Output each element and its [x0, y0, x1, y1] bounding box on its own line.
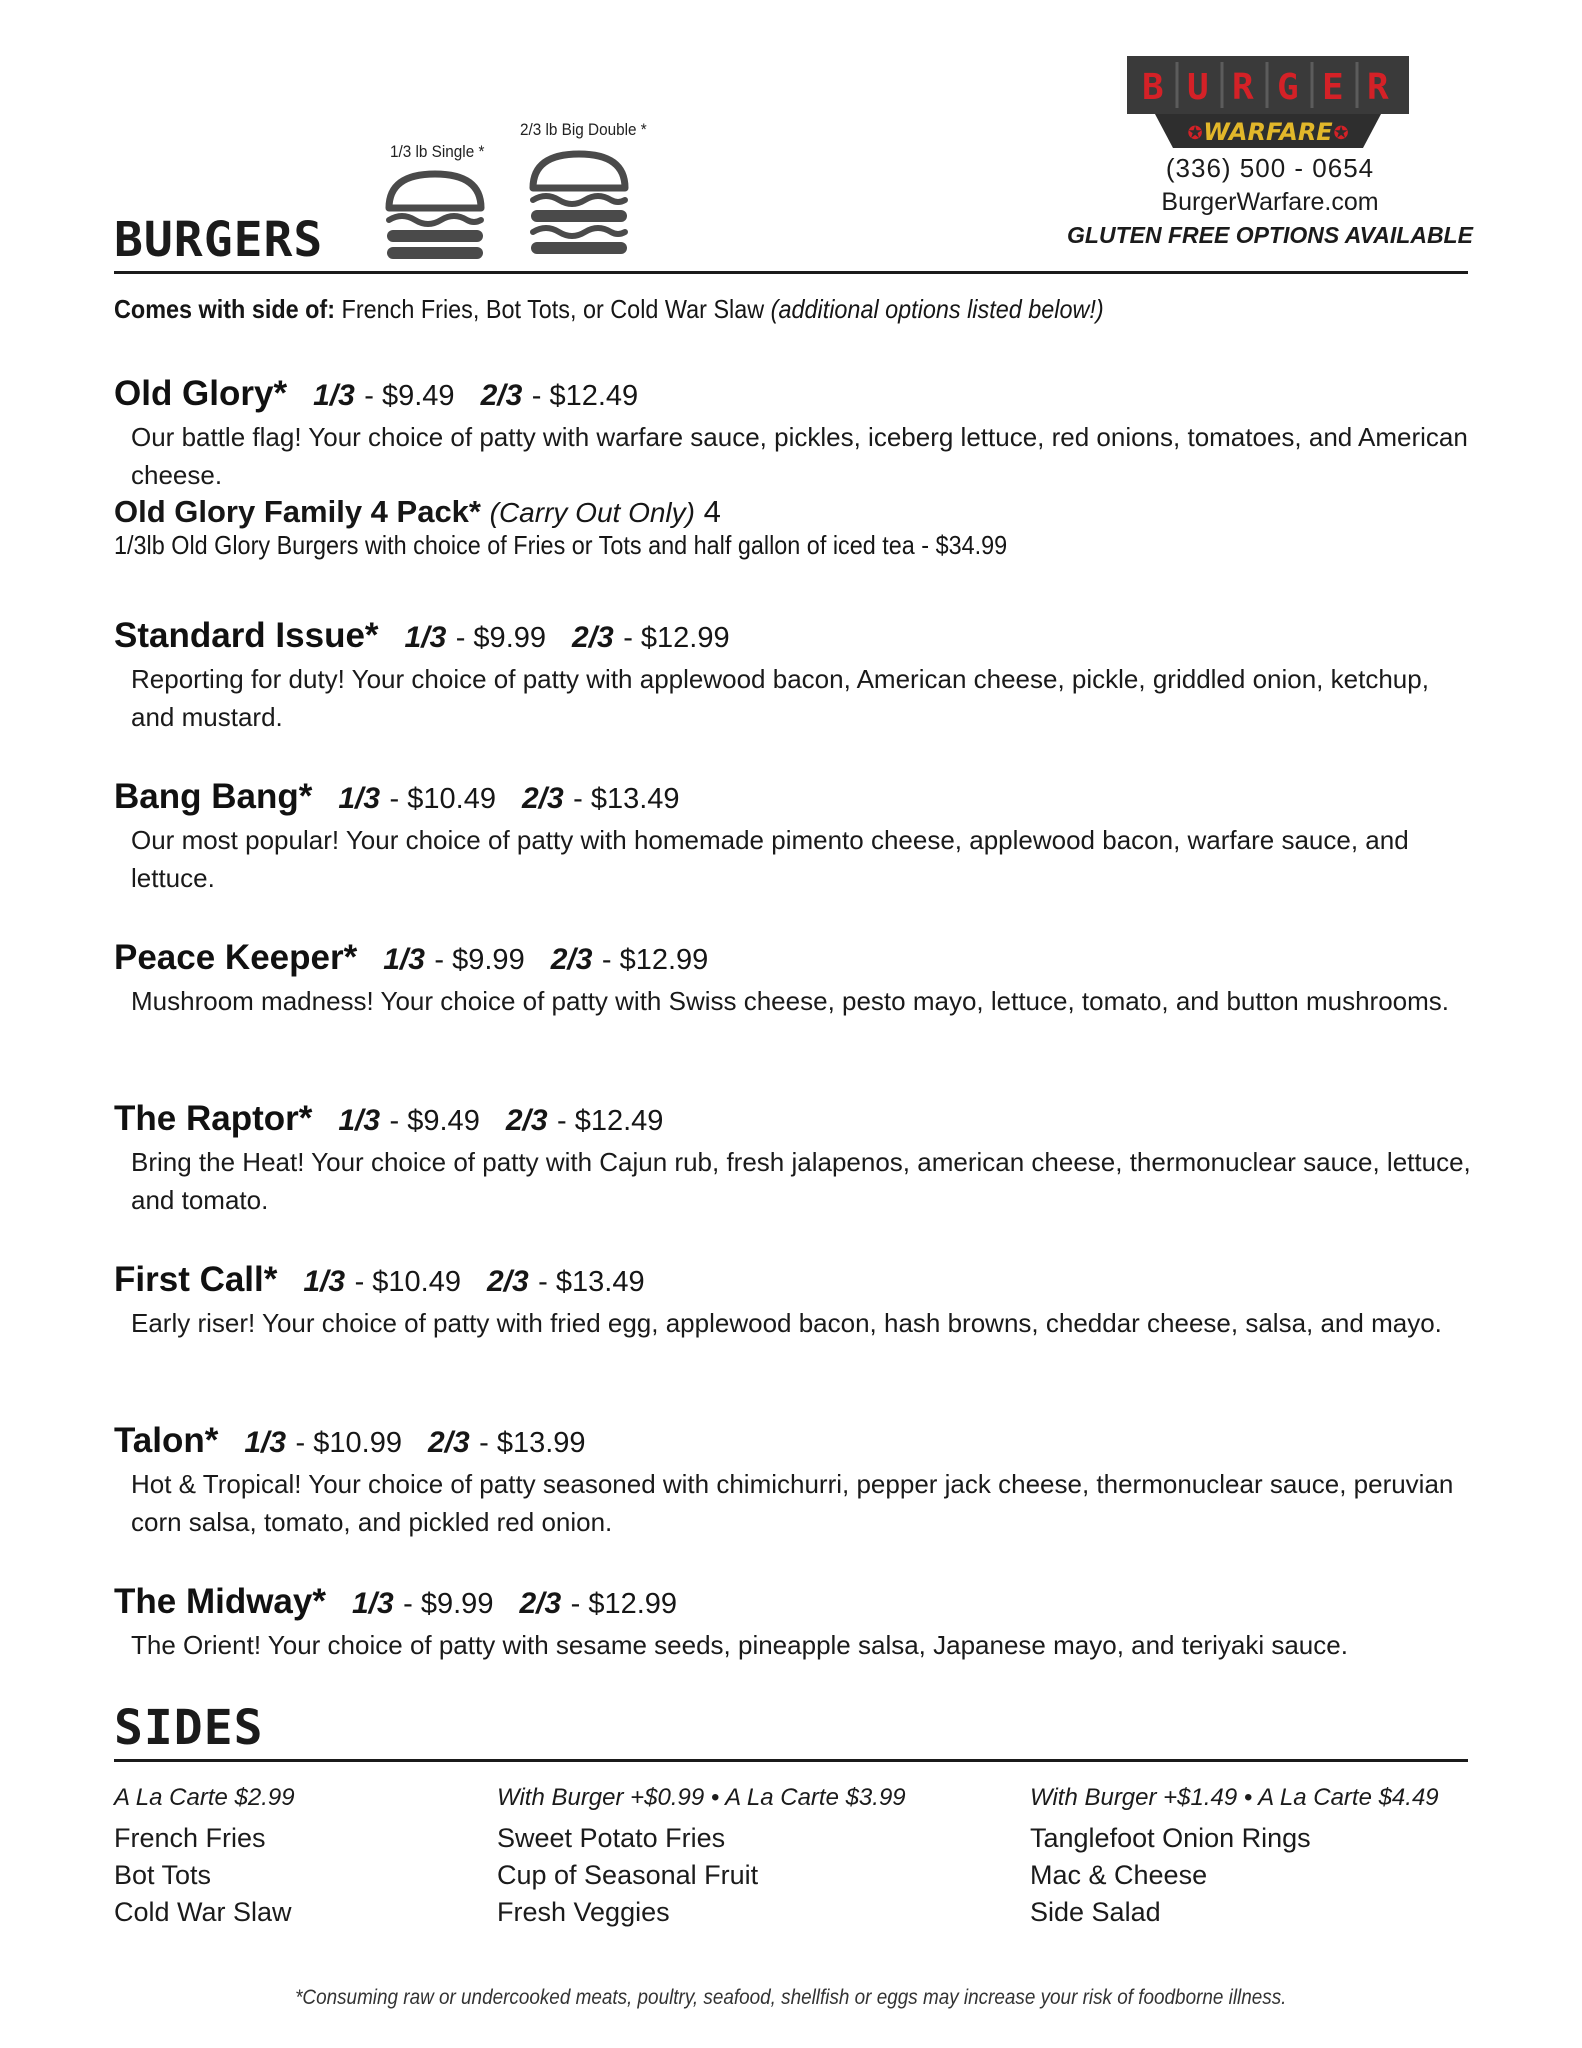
- double-size-label: 2/3 lb Big Double *: [520, 120, 647, 139]
- side-item: Mac & Cheese: [1030, 1860, 1208, 1890]
- side-item: Cup of Seasonal Fruit: [497, 1860, 759, 1890]
- item-price-double: - $13.49: [573, 783, 680, 815]
- item-size-double: 2/3: [480, 379, 523, 412]
- side-item: Tanglefoot Onion Rings: [1030, 1823, 1311, 1853]
- item-price-double: - $12.99: [601, 944, 709, 976]
- svg-text:WARFARE: WARFARE: [1203, 118, 1333, 146]
- svg-text:✪: ✪: [1333, 123, 1349, 144]
- sides-divider: [114, 1759, 1468, 1762]
- item-header: [114, 936, 1474, 982]
- item-name: Old Glory*: [114, 374, 288, 413]
- sides-list: [1030, 1820, 1439, 1931]
- comes-with-line: [114, 294, 1214, 325]
- item-size-single: 1/3: [244, 1426, 287, 1459]
- menu-item-family-pack: [114, 494, 1474, 561]
- menu-item-first-call: [114, 1258, 1474, 1342]
- item-name: The Raptor*: [114, 1099, 313, 1138]
- single-burger-icon: [383, 168, 487, 267]
- item-price-double: - $12.49: [557, 1105, 664, 1137]
- header-divider: [114, 271, 1468, 274]
- sides-price-header: With Burger +$1.49 • A La Carte $4.49: [1030, 1784, 1439, 1811]
- burger-warfare-logo: [1125, 52, 1411, 150]
- item-price-double: - $12.49: [531, 380, 639, 412]
- item-price-single: - $10.49: [354, 1266, 461, 1298]
- item-description: Hot & Tropical! Your choice of patty seasoned with chimichurri, pepper jack cheese, thermonuclear sauce, peruvian corn salsa, tomato, and pickled red onion.: [131, 1469, 1454, 1537]
- sides-column-2: [497, 1784, 906, 1931]
- item-description: Early riser! Your choice of patty with fried egg, applewood bacon, hash browns, cheddar cheese, salsa, and mayo.: [131, 1308, 1442, 1338]
- item-price-single: - $9.49: [364, 380, 455, 412]
- phone-number[interactable]: (336) 500 - 0654: [1165, 153, 1375, 183]
- item-size-double: 2/3: [572, 621, 614, 654]
- item-size-single: 1/3: [313, 379, 355, 412]
- item-name: Peace Keeper*: [114, 938, 358, 977]
- double-burger-icon: [527, 148, 631, 267]
- svg-text:✪: ✪: [1187, 123, 1203, 144]
- item-name: Bang Bang*: [114, 777, 313, 816]
- sides-column-3: [1030, 1784, 1439, 1931]
- svg-text:R: R: [1232, 67, 1254, 108]
- item-price-single: - $10.49: [389, 783, 496, 815]
- svg-text:R: R: [1367, 67, 1389, 108]
- svg-text:U: U: [1187, 67, 1209, 108]
- item-price-single: - $10.99: [295, 1427, 402, 1459]
- comes-with-note: (additional options listed below!): [770, 294, 1104, 324]
- item-header: [114, 1580, 1474, 1626]
- menu-item-the-midway: [114, 1580, 1474, 1664]
- item-header: [114, 372, 1474, 418]
- family-pack-name: Old Glory Family 4 Pack*: [114, 494, 481, 529]
- item-size-double: 2/3: [486, 1265, 529, 1298]
- svg-text:G: G: [1277, 67, 1299, 108]
- item-header: [114, 1097, 1474, 1143]
- side-item: Bot Tots: [114, 1860, 212, 1890]
- item-description: Mushroom madness! Your choice of patty with Swiss cheese, pesto mayo, lettuce, tomato, and button mushrooms.: [131, 986, 1450, 1016]
- item-name: First Call*: [114, 1260, 278, 1299]
- item-description: Bring the Heat! Your choice of patty with Cajun rub, fresh jalapenos, american cheese, thermonuclear sauce, lettuce, and tomato.: [131, 1147, 1471, 1215]
- comes-with-label: Comes with side of:: [114, 294, 336, 324]
- item-size-double: 2/3: [550, 943, 593, 976]
- item-name: Talon*: [114, 1421, 219, 1460]
- item-price-single: - $9.99: [403, 1588, 494, 1620]
- item-price-double: - $12.99: [570, 1588, 678, 1620]
- side-item: Cold War Slaw: [114, 1897, 292, 1927]
- item-price-double: - $13.99: [479, 1427, 586, 1459]
- menu-item-old-glory: [114, 372, 1474, 494]
- item-size-single: 1/3: [338, 782, 381, 815]
- item-description: The Orient! Your choice of patty with sesame seeds, pineapple salsa, Japanese mayo, and teriyaki sauce.: [131, 1630, 1348, 1660]
- item-size-single: 1/3: [404, 621, 447, 654]
- website-link[interactable]: BurgerWarfare.com: [1161, 188, 1379, 216]
- sides-column-1: [114, 1784, 295, 1931]
- item-price-double: - $13.49: [538, 1266, 645, 1298]
- item-description: Our most popular! Your choice of patty with homemade pimento cheese, applewood bacon, warfare sauce, and lettuce.: [131, 825, 1409, 893]
- side-item: Side Salad: [1030, 1897, 1161, 1927]
- item-size-double: 2/3: [519, 1587, 562, 1620]
- sides-list: [114, 1820, 295, 1931]
- menu-item-standard-issue: [114, 614, 1474, 736]
- sides-section-title: SIDES: [114, 1700, 264, 1756]
- item-size-single: 1/3: [338, 1104, 381, 1137]
- family-pack-header: [114, 494, 1474, 530]
- item-price-single: - $9.49: [389, 1105, 480, 1137]
- item-size-single: 1/3: [351, 1587, 394, 1620]
- item-price-double: - $12.99: [623, 622, 730, 654]
- side-item: Fresh Veggies: [497, 1897, 670, 1927]
- comes-with-options: French Fries, Bot Tots, or Cold War Slaw: [341, 294, 765, 324]
- item-price-single: - $9.99: [434, 944, 525, 976]
- side-item: Sweet Potato Fries: [497, 1823, 726, 1853]
- sides-price-header: With Burger +$0.99 • A La Carte $3.99: [497, 1784, 906, 1811]
- family-pack-count: 4: [703, 494, 721, 529]
- menu-item-the-raptor: [114, 1097, 1474, 1219]
- family-pack-note: (Carry Out Only): [489, 497, 695, 528]
- item-price-single: - $9.99: [455, 622, 547, 654]
- food-safety-disclaimer: *Consuming raw or undercooked meats, poultry, seafood, shellfish or eggs may increase your risk of foodborne illness.: [295, 1986, 1287, 2009]
- menu-item-talon: [114, 1419, 1474, 1541]
- item-size-double: 2/3: [505, 1104, 548, 1137]
- item-name: The Midway*: [114, 1582, 326, 1621]
- item-description: Reporting for duty! Your choice of patty with applewood bacon, American cheese, pickle, griddled onion, ketchup, and mustard.: [131, 664, 1429, 732]
- item-header: [114, 614, 1474, 660]
- svg-text:B: B: [1142, 67, 1164, 108]
- side-item: French Fries: [114, 1823, 266, 1853]
- item-header: [114, 1258, 1474, 1304]
- item-header: [114, 775, 1474, 821]
- sides-price-header: A La Carte $2.99: [114, 1784, 295, 1811]
- item-description: Our battle flag! Your choice of patty with warfare sauce, pickles, iceberg lettuce, red onions, tomatoes, and American cheese.: [131, 422, 1468, 490]
- item-name: Standard Issue*: [114, 616, 379, 655]
- item-size-single: 1/3: [303, 1265, 346, 1298]
- sides-list: [497, 1820, 906, 1931]
- family-pack-description: 1/3lb Old Glory Burgers with choice of Fries or Tots and half gallon of iced tea - $34.99: [114, 530, 1008, 560]
- burgers-section-title: BURGERS: [114, 212, 324, 268]
- item-header: [114, 1419, 1474, 1465]
- gluten-free-note: GLUTEN FREE OPTIONS AVAILABLE: [1067, 222, 1473, 248]
- svg-text:E: E: [1322, 67, 1344, 108]
- item-size-double: 2/3: [427, 1426, 470, 1459]
- menu-item-peace-keeper: [114, 936, 1474, 1020]
- single-size-label: 1/3 lb Single *: [390, 142, 485, 161]
- item-size-double: 2/3: [521, 782, 564, 815]
- item-size-single: 1/3: [383, 943, 425, 976]
- menu-item-bang-bang: [114, 775, 1474, 897]
